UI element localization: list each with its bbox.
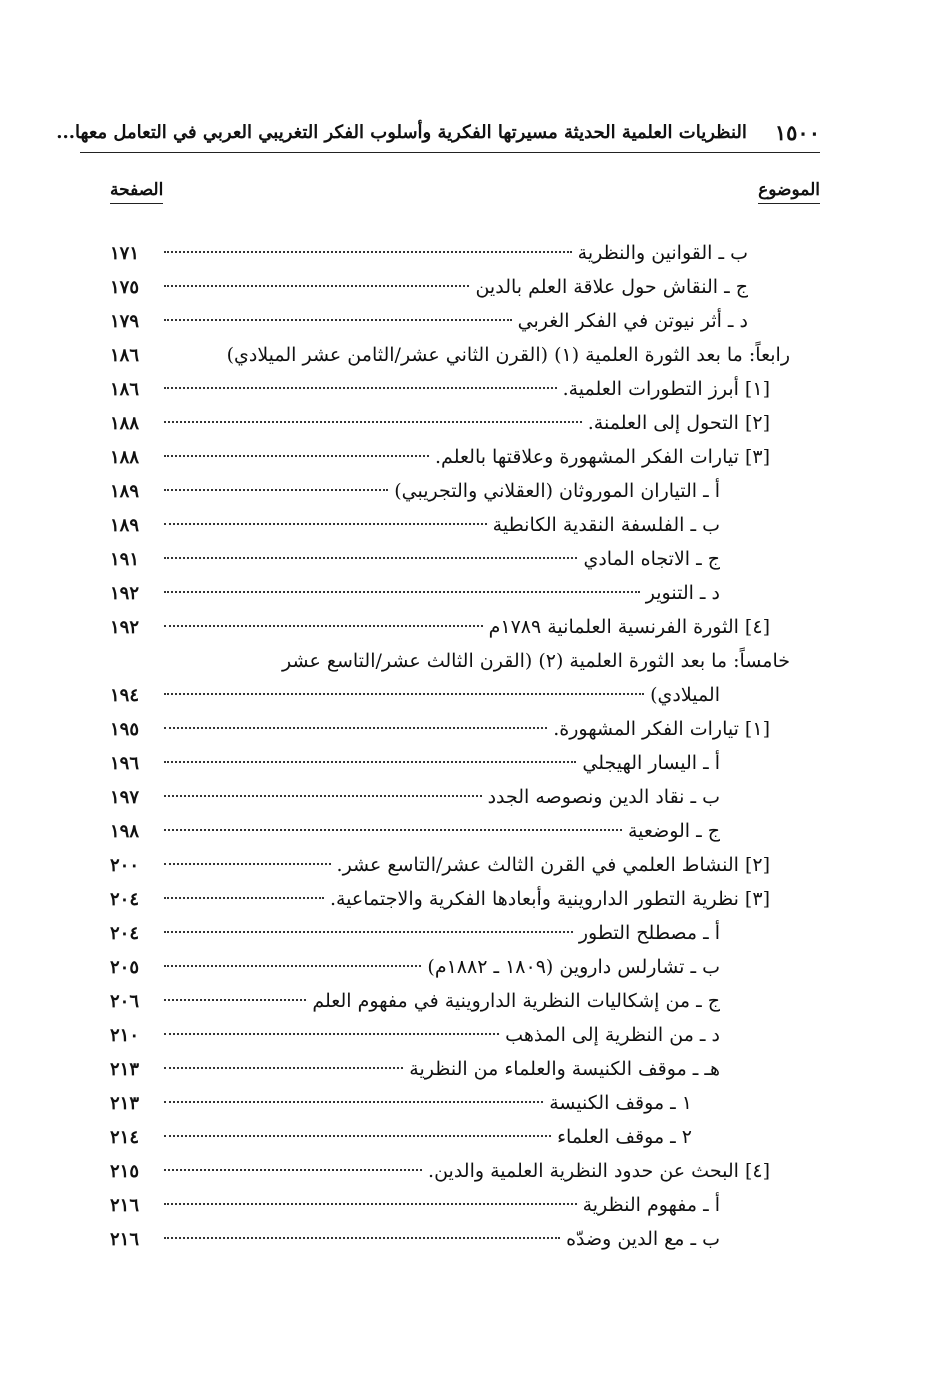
toc-entry	[110, 542, 720, 576]
toc-entry-page: ٢١٤	[110, 1127, 140, 1148]
running-header	[56, 112, 820, 153]
dot-leader	[164, 387, 557, 389]
toc-entry-label: الميلادي)	[650, 684, 720, 706]
toc-entry-label: أ ـ مفهوم النظرية	[582, 1194, 720, 1216]
dot-leader	[164, 795, 482, 797]
toc-entry	[110, 1154, 770, 1188]
toc-entry-page: ١٨٦	[110, 379, 140, 400]
toc-entry-page: ١٨٦	[110, 345, 140, 366]
toc-entry	[110, 304, 748, 338]
toc-entry-label: أ ـ اليسار الهيجلي	[582, 752, 720, 774]
dot-leader	[164, 1067, 403, 1069]
toc-entry	[110, 270, 748, 304]
dot-leader	[164, 1033, 499, 1035]
dot-leader	[164, 999, 306, 1001]
toc-entry-page: ١٧٩	[110, 311, 140, 332]
dot-leader	[164, 591, 640, 593]
dot-leader	[164, 557, 577, 559]
toc-entry	[110, 1120, 692, 1154]
toc-entry-page: ١٨٨	[110, 413, 140, 434]
toc-entry-label: د ـ من النظرية إلى المذهب	[505, 1024, 720, 1046]
toc-entry-label: ب ـ القوانين والنظرية	[577, 242, 748, 264]
toc-entry	[110, 1018, 720, 1052]
toc-entry	[110, 610, 770, 644]
toc-entry-label: ب ـ الفلسفة النقدية الكانطية	[492, 514, 720, 536]
toc-entry-label: [٤] الثورة الفرنسية العلمانية ١٧٨٩م	[488, 616, 770, 638]
toc-entry-label: [٣] تيارات الفكر المشهورة وعلاقتها بالعلم.	[435, 446, 770, 468]
toc-entry-label: ٢ ـ موقف العلماء	[557, 1126, 692, 1148]
dot-leader	[164, 1169, 422, 1171]
dot-leader	[164, 1237, 560, 1239]
toc-entry-label: ب ـ تشارلس داروين (١٨٠٩ ـ ١٨٨٢م)	[427, 956, 720, 978]
toc-entry-label: ج ـ النقاش حول علاقة العلم بالدين	[475, 276, 748, 298]
toc-entry-page: ٢٠٦	[110, 991, 140, 1012]
toc-entry	[110, 576, 720, 610]
toc-entry	[110, 950, 720, 984]
toc-entry-label: رابعاً: ما بعد الثورة العلمية (١) (القرن الثاني عشر/الثامن عشر الميلادي)	[226, 344, 790, 366]
toc-entry	[110, 984, 720, 1018]
toc-entry-page: ١٩٢	[110, 583, 140, 604]
dot-leader	[164, 897, 324, 899]
toc-entry	[110, 1086, 692, 1120]
toc-entry-page: ١٨٩	[110, 515, 140, 536]
toc-entry-page: ١٩٧	[110, 787, 140, 808]
toc-entry-page: ١٩٢	[110, 617, 140, 638]
toc-entry-label: د ـ التنوير	[645, 582, 720, 604]
toc-entry	[110, 916, 720, 950]
toc-entry	[110, 780, 720, 814]
toc-entry-label: ١ ـ موقف الكنيسة	[549, 1092, 692, 1114]
toc-entry-page: ١٩١	[110, 549, 140, 570]
toc-entry-page: ١٨٩	[110, 481, 140, 502]
dot-leader	[164, 693, 644, 695]
toc-entry-label: [١] تيارات الفكر المشهورة.	[553, 718, 770, 740]
toc-entry-label: [٣] نظرية التطور الداروينية وأبعادها الفكرية والاجتماعية.	[329, 888, 770, 910]
dot-leader	[164, 727, 547, 729]
toc-entry-page: ٢١٠	[110, 1025, 140, 1046]
toc-entry-page: ١٨٨	[110, 447, 140, 468]
dot-leader	[164, 319, 512, 321]
toc-entry	[110, 474, 720, 508]
toc-entry	[110, 1052, 720, 1086]
table-of-contents	[110, 236, 790, 1256]
dot-leader	[164, 829, 622, 831]
toc-entry-label: [٢] التحول إلى العلمنة.	[587, 412, 770, 434]
toc-entry	[110, 440, 770, 474]
page-number: ١٥٠٠	[774, 119, 820, 145]
page-column-heading: الصفحة	[110, 180, 163, 204]
toc-entry	[110, 746, 720, 780]
dot-leader	[164, 489, 388, 491]
toc-entry	[110, 372, 770, 406]
toc-entry	[110, 406, 770, 440]
toc-entry-page: ٢٠٤	[110, 889, 140, 910]
toc-entry-first-line: خامساً: ما بعد الثورة العلمية (٢) (القرن الثالث عشر/التاسع عشر	[282, 650, 790, 672]
toc-entry-page: ١٩٨	[110, 821, 140, 842]
subject-column-heading: الموضوع	[758, 180, 820, 204]
dot-leader	[164, 1101, 543, 1103]
toc-entry-page: ٢١٣	[110, 1059, 140, 1080]
toc-entry-page: ١٧٥	[110, 277, 140, 298]
toc-entry-page: ١٩٦	[110, 753, 140, 774]
toc-entry-page: ٢٠٥	[110, 957, 140, 978]
toc-entry-label: ب ـ مع الدين وضدّه	[566, 1228, 720, 1250]
toc-entry	[110, 338, 790, 372]
dot-leader	[164, 251, 572, 253]
dot-leader	[164, 1203, 577, 1205]
toc-entry	[110, 814, 720, 848]
dot-leader	[164, 285, 469, 287]
toc-entry	[110, 508, 720, 542]
toc-entry-page: ٢١٣	[110, 1093, 140, 1114]
toc-entry	[110, 236, 748, 270]
toc-entry-page: ١٧١	[110, 243, 140, 264]
dot-leader	[164, 523, 487, 525]
dot-leader	[164, 625, 483, 627]
toc-entry-label: أ ـ التياران الموروثان (العقلاني والتجريبي)	[394, 480, 720, 502]
dot-leader	[164, 931, 573, 933]
toc-entry-page: ٢١٥	[110, 1161, 140, 1182]
toc-entry-label: هـ ـ موقف الكنيسة والعلماء من النظرية	[409, 1058, 720, 1080]
dot-leader	[164, 455, 429, 457]
toc-entry-label: أ ـ مصطلح التطور	[578, 922, 720, 944]
toc-entry-page: ١٩٤	[110, 685, 140, 706]
toc-entry	[110, 882, 770, 916]
toc-entry-label: ج ـ الوضعية	[627, 820, 720, 842]
dot-leader	[164, 863, 331, 865]
toc-entry	[110, 712, 770, 746]
toc-entry-label: [١] أبرز التطورات العلمية.	[562, 378, 770, 400]
toc-entry-page: ٢٠٠	[110, 855, 140, 876]
dot-leader	[164, 421, 582, 423]
toc-entry-page: ٢٠٤	[110, 923, 140, 944]
toc-entry	[110, 1188, 720, 1222]
toc-entry	[110, 1222, 720, 1256]
toc-entry-page: ٢١٦	[110, 1195, 140, 1216]
dot-leader	[164, 1135, 551, 1137]
toc-entry-label: [٢] النشاط العلمي في القرن الثالث عشر/التاسع عشر.	[336, 854, 770, 876]
toc-entry	[110, 678, 720, 712]
running-title: النظريات العلمية الحديثة مسيرتها الفكرية وأسلوب الفكر التغريبي العربي في التعامل معها...	[56, 121, 747, 143]
toc-entry-label: ج ـ من إشكاليات النظرية الداروينية في مفهوم العلم	[312, 990, 720, 1012]
toc-entry-label: د ـ أثر نيوتن في الفكر الغربي	[517, 310, 748, 332]
dot-leader	[164, 965, 421, 967]
toc-entry-label: ب ـ نقاد الدين ونصوصه الجدد	[487, 786, 720, 808]
toc-entry	[110, 848, 770, 882]
toc-entry-label: [٤] البحث عن حدود النظرية العلمية والدين.	[428, 1160, 770, 1182]
toc-entry-page: ١٩٥	[110, 719, 140, 740]
toc-entry-label: ج ـ الاتجاه المادي	[583, 548, 720, 570]
dot-leader	[164, 761, 576, 763]
toc-entry-page: ٢١٦	[110, 1229, 140, 1250]
